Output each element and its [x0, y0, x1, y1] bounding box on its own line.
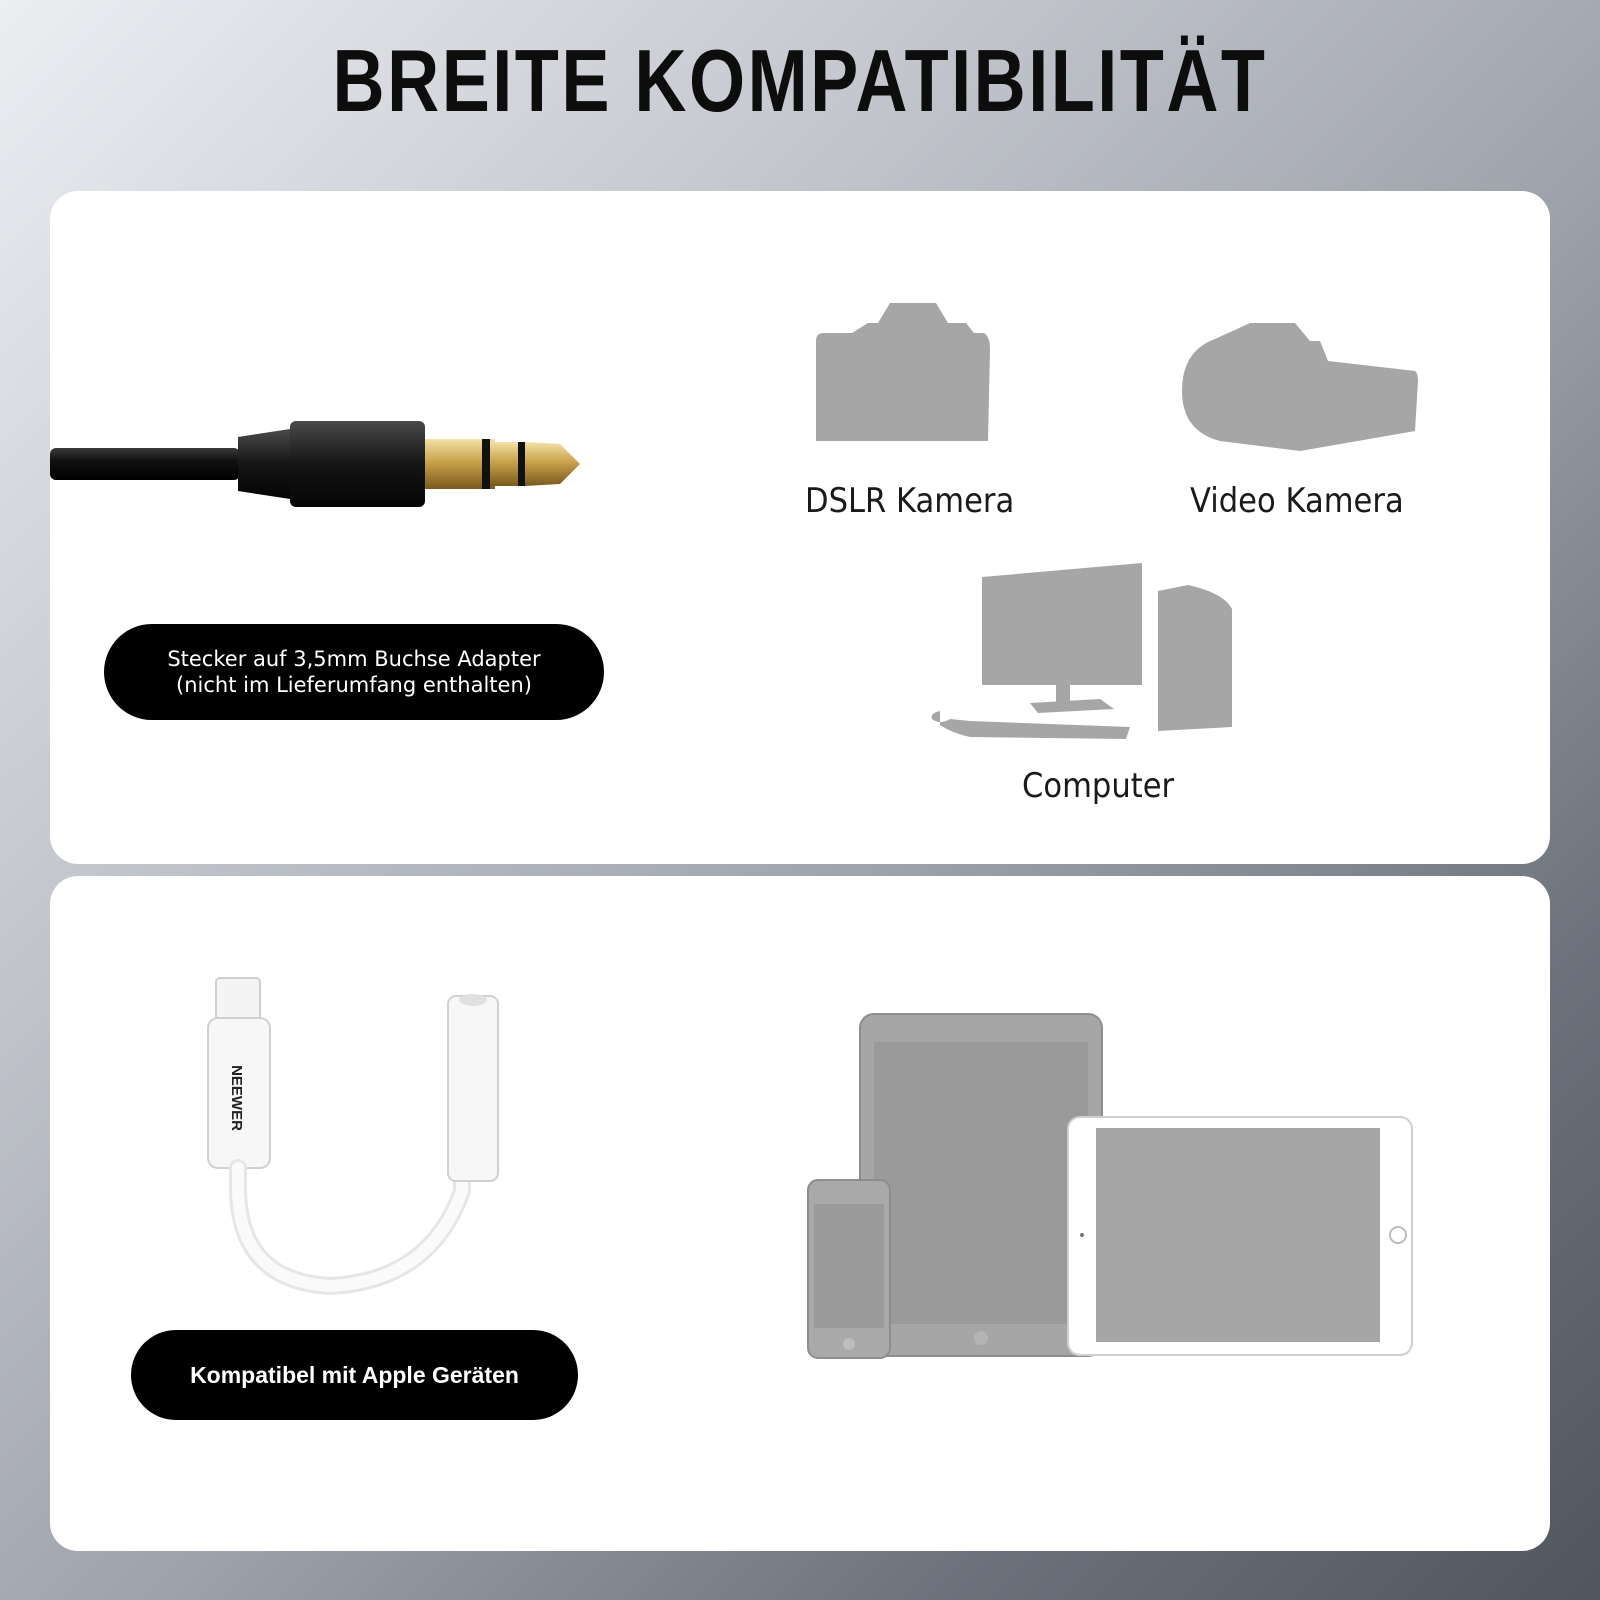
ipad-landscape-icon [1068, 1117, 1412, 1355]
dslr-label: DSLR Kamera [805, 481, 1015, 521]
adapter-note-line2: (nicht im Lieferumfang enthalten) [176, 673, 532, 697]
video-camera-icon [1180, 321, 1430, 461]
apple-compat-pill [131, 1330, 578, 1420]
apple-devices-group [806, 1012, 1446, 1372]
adapter-note-line1: Stecker auf 3,5mm Buchse Adapter [167, 647, 541, 671]
lightning-adapter-icon [200, 976, 520, 1306]
panel-3-5mm-devices [50, 191, 1550, 864]
ipad-icon [860, 1014, 1102, 1356]
adapter-brand: NEEWER [228, 1065, 245, 1131]
adapter-note-pill [104, 624, 604, 720]
computer-label: Computer [1022, 766, 1175, 806]
page-title: BREITE KOMPATIBILITÄT [332, 31, 1268, 130]
computer-icon [930, 563, 1250, 743]
apple-compat-label: Kompatibel mit Apple Geräten [190, 1361, 519, 1388]
audio-jack-icon [50, 419, 600, 509]
panel-apple-devices [50, 876, 1550, 1551]
iphone-icon [808, 1180, 890, 1358]
dslr-camera-icon [808, 301, 998, 451]
video-label: Video Kamera [1190, 481, 1404, 521]
